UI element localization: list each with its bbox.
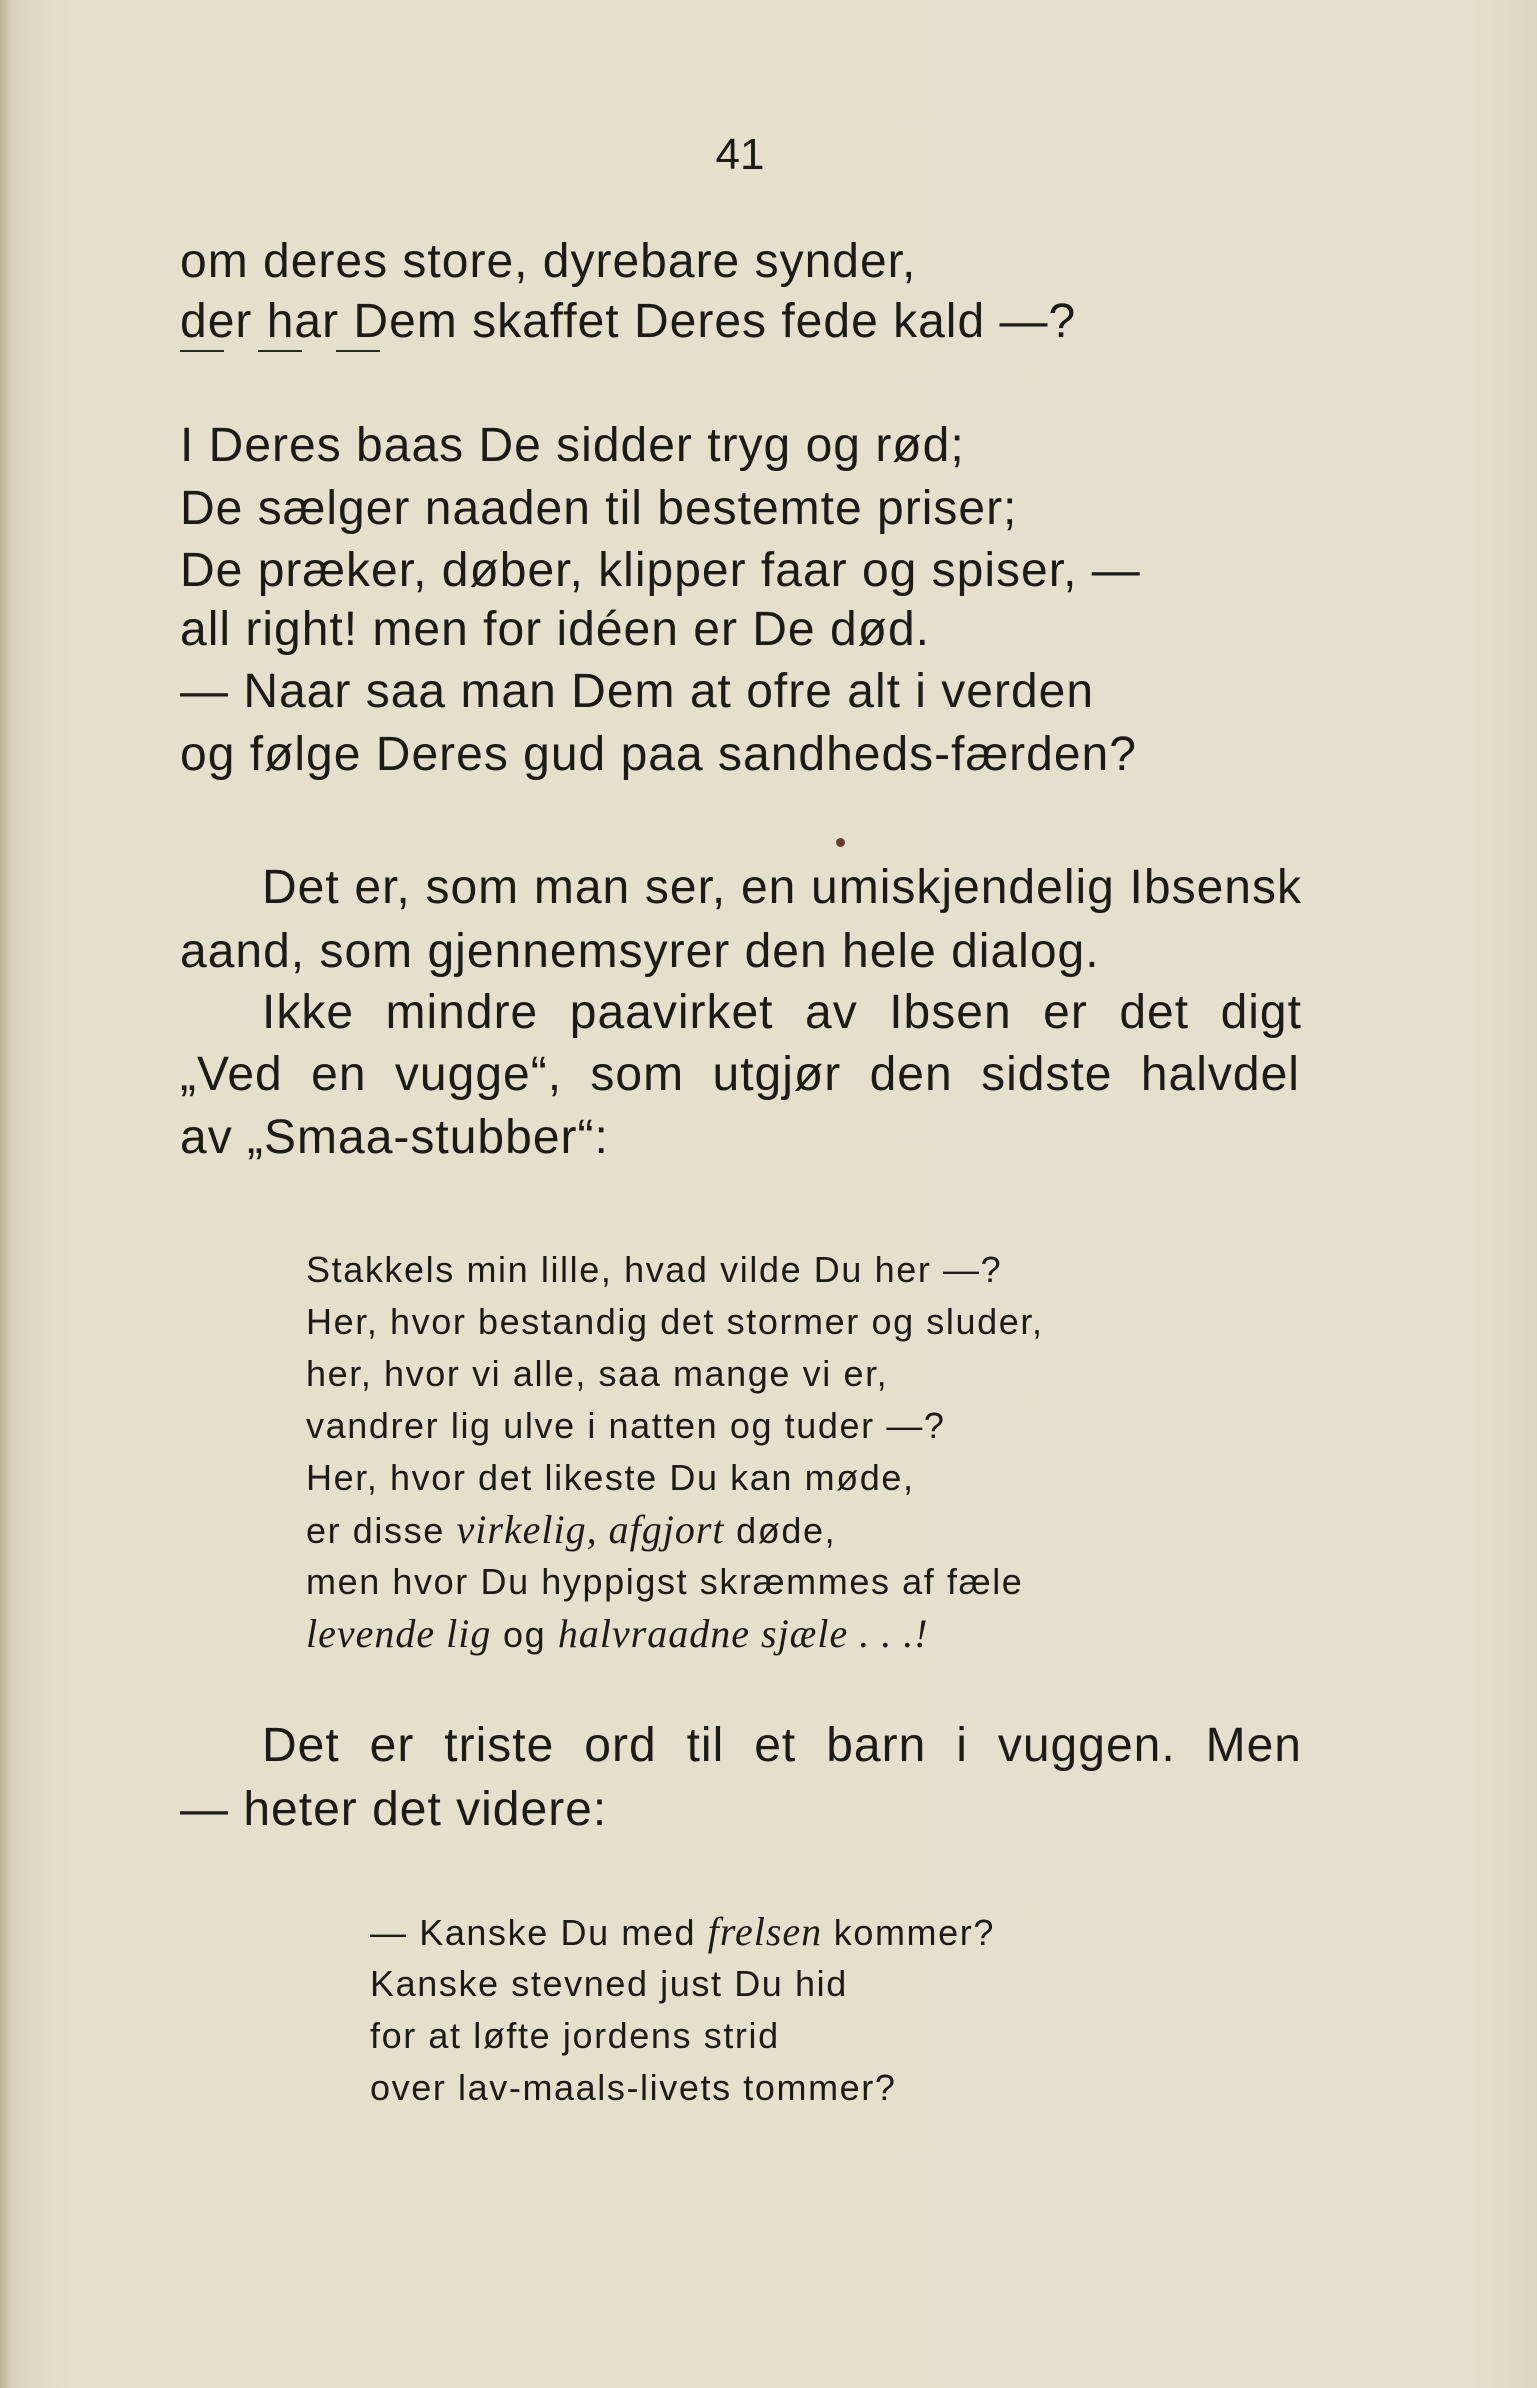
- quote-line: men hvor Du hyppigst skræmmes af fæle: [306, 1561, 1024, 1602]
- prose-line: aand, som gjennemsyrer den hele dialog.: [180, 925, 1100, 978]
- ink-spot: [836, 838, 845, 847]
- prose-line: Ikke mindre paavirket av Ibsen er det digt: [262, 986, 1302, 1039]
- italic-text: frelsen: [707, 1909, 823, 1954]
- verse-line: De præker, døber, klipper faar og spiser, —: [180, 544, 1141, 597]
- italic-text: levende lig: [306, 1611, 492, 1656]
- quote-line: levende lig og halvraadne sjæle . . .!: [306, 1611, 929, 1656]
- page-number: 41: [715, 130, 765, 179]
- prose-line: av „Smaa-stubber“:: [180, 1111, 609, 1164]
- verse-line: all right! men for idéen er De død.: [180, 603, 931, 656]
- quote-line: her, hvor vi alle, saa mange vi er,: [306, 1353, 889, 1394]
- quote-line: — Kanske Du med frelsen kommer?: [370, 1909, 995, 1954]
- quote-line: over lav-maals-livets tommer?: [370, 2067, 897, 2108]
- verse-line: — Naar saa man Dem at ofre alt i verden: [180, 665, 1095, 718]
- prose-line: „Ved en vugge“, som utgjør den sidste halvdel: [180, 1048, 1300, 1101]
- separator-dashes: [180, 350, 380, 352]
- prose-line: Det er, som man ser, en umiskjendelig Ibsensk: [262, 861, 1302, 914]
- quote-line: er disse virkelig, afgjort døde,: [306, 1507, 837, 1552]
- quote-line: Stakkels min lille, hvad vilde Du her —?: [306, 1249, 1003, 1290]
- verse-line: og følge Deres gud paa sandheds-færden?: [180, 728, 1137, 781]
- quote-line: Her, hvor det likeste Du kan møde,: [306, 1457, 915, 1498]
- verse-line: I Deres baas De sidder tryg og rød;: [180, 419, 965, 472]
- verse-line: om deres store, dyrebare synder,: [180, 235, 917, 288]
- quote-line: Kanske stevned just Du hid: [370, 1963, 848, 2004]
- prose-line: — heter det videre:: [180, 1783, 608, 1836]
- page-edge: [0, 0, 12, 2388]
- italic-text: halvraadne sjæle . . .!: [557, 1611, 929, 1656]
- verse-line: der har Dem skaffet Deres fede kald —?: [180, 295, 1077, 348]
- italic-text: virkelig, afgjort: [456, 1507, 725, 1552]
- quote-line: for at løfte jordens strid: [370, 2015, 780, 2056]
- prose-line: Det er triste ord til et barn i vuggen. Men: [262, 1719, 1302, 1772]
- quote-line: vandrer lig ulve i natten og tuder —?: [306, 1405, 946, 1446]
- verse-line: De sælger naaden til bestemte priser;: [180, 482, 1018, 535]
- quote-line: Her, hvor bestandig det stormer og sluder,: [306, 1301, 1044, 1342]
